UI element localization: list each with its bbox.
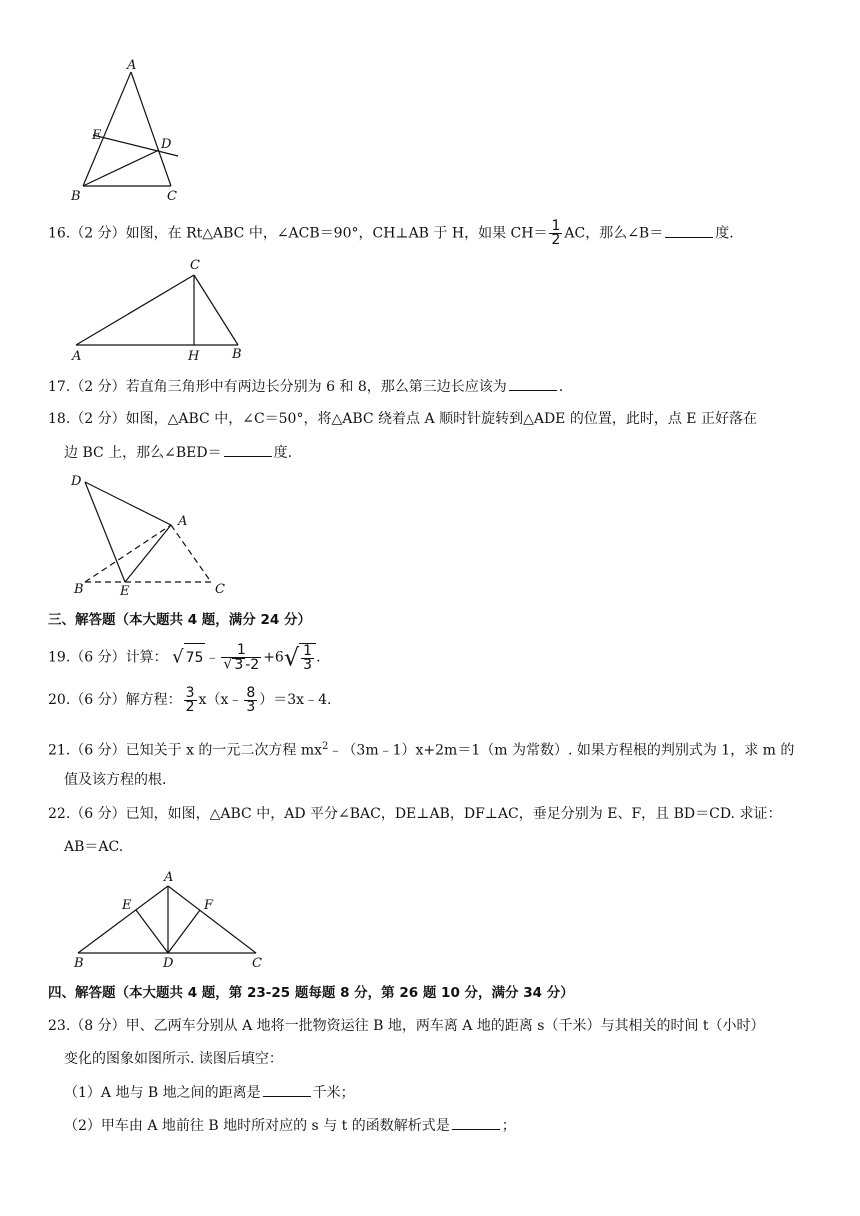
label-C: C: [190, 258, 200, 273]
answer-blank-23-1[interactable]: [263, 1082, 311, 1097]
question-17: 17.（2 分）若直角三角形中有两边长分别为 6 和 8，那么第三边长应该为 .: [48, 376, 563, 397]
question-22-line2: AB＝AC.: [64, 839, 124, 855]
label-B: B: [74, 582, 84, 597]
label-A: A: [178, 514, 188, 529]
question-23-line1: 23.（8 分）甲、乙两车分别从 A 地将一批物资运往 B 地，两车离 A 地的距离 s（千米）与其相关的时间 t（小时）: [48, 1018, 765, 1034]
answer-blank-17[interactable]: [509, 376, 557, 391]
label-C: C: [215, 582, 225, 597]
section-3-heading: 三、解答题（本大题共 4 题，满分 24 分）: [48, 612, 311, 628]
question-19: 19.（6 分）计算： √ 75 ﹣ $\frac{1}{√ 3 -2}$ +6√ $\frac{1}{3}$ .: [48, 641, 321, 673]
isosceles-triangle-diagram-q22: [66, 866, 276, 972]
label-D: D: [163, 956, 174, 971]
label-D: D: [161, 137, 172, 152]
label-F: F: [204, 898, 214, 913]
label-C: C: [252, 956, 262, 971]
label-B: B: [71, 189, 81, 204]
label-E: E: [122, 898, 132, 913]
rotation-diagram-q18: [66, 470, 236, 600]
question-18-line2: 边 BC 上，那么∠BED＝ 度.: [64, 442, 292, 463]
question-18-line1: 18.（2 分）如图，△ABC 中，∠C＝50°，将△ABC 绕着点 A 顺时针旋转到△ADE 的位置，此时，点 E 正好落在: [48, 411, 757, 427]
label-B: B: [74, 956, 84, 971]
label-E: E: [92, 128, 102, 143]
question-23-part2: （2）甲车由 A 地前往 B 地时所对应的 s 与 t 的函数解析式是 ；: [64, 1115, 516, 1136]
figure-q22: [66, 866, 276, 972]
label-E: E: [120, 584, 130, 599]
label-H: H: [188, 349, 200, 364]
label-A: A: [127, 58, 137, 73]
sqrt-one-third: √ $\frac{1}{3}$: [284, 643, 316, 672]
answer-blank-16[interactable]: [665, 223, 713, 238]
question-23-part1: （1）A 地与 B 地之间的距离是 千米；: [64, 1082, 355, 1103]
fraction-one-half: $\frac{1}{2}$: [551, 218, 561, 248]
label-A: A: [72, 349, 82, 364]
figure-q15: [66, 58, 196, 208]
question-23-line2: 变化的图象如图所示. 读图后填空：: [64, 1051, 283, 1067]
figure-q16: [66, 256, 256, 366]
right-triangle-diagram-q16: [66, 256, 256, 366]
label-C: C: [167, 189, 177, 204]
answer-blank-18[interactable]: [224, 442, 272, 457]
question-16: 16.（2 分）如图，在 Rt△ABC 中，∠ACB＝90°，CH⊥AB 于 H，如果 CH＝ $\frac{1}{2}$ AC，那么∠B＝ 度.: [48, 218, 734, 248]
triangle-diagram-q15: [66, 58, 196, 208]
label-B: B: [232, 347, 242, 362]
question-22-line1: 22.（6 分）已知，如图，△ABC 中，AD 平分∠BAC，DE⊥AB，DF⊥AC，垂足分别为 E、F，且 BD＝CD. 求证：: [48, 806, 782, 822]
label-D: D: [71, 474, 82, 489]
sqrt-75: √ 75: [172, 643, 205, 672]
fraction-reciprocal: $\frac{1}{√ 3 -2}$: [223, 641, 260, 673]
fraction-three-halves: $\frac{3}{2}$: [185, 684, 195, 715]
question-21-line2: 值及该方程的根.: [64, 772, 167, 788]
section-4-heading: 四、解答题（本大题共 4 题，第 23-25 题每题 8 分，第 26 题 10 分，满分 34 分）: [48, 985, 574, 1001]
answer-blank-23-2[interactable]: [452, 1115, 500, 1130]
label-A: A: [164, 870, 174, 885]
figure-q18: [66, 470, 236, 600]
question-21-line1: 21.（6 分）已知关于 x 的一元二次方程 $mx^2﹣(3m﹣1)x+2m=1(m$ 为常数）. 如果方程根的判别式为 1，求 m 的: [48, 741, 795, 759]
fraction-eight-thirds: $\frac{8}{3}$: [246, 684, 256, 715]
question-20: 20.（6 分）解方程： $\frac{3}{2}$ x（x﹣ $\frac{8}{3}$ ）＝3x﹣4.: [48, 684, 332, 715]
